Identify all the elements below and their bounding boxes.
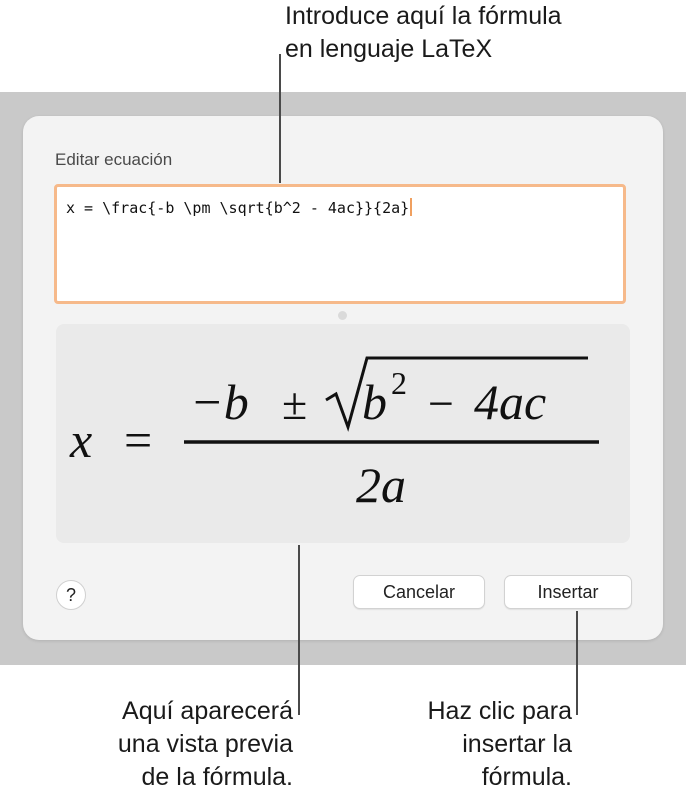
quadratic-formula-render xyxy=(56,324,630,543)
formula-plus-minus: ± xyxy=(282,378,308,429)
input-callout xyxy=(285,0,562,66)
input-callout-line-2: en lenguaje LaTeX xyxy=(285,35,493,63)
input-leader-line xyxy=(279,54,281,183)
preview-callout-line-2: una vista previa xyxy=(117,730,293,758)
insert-callout-line-2: insertar la xyxy=(462,730,572,758)
input-callout-line-1: Introduce aquí la fórmula xyxy=(285,2,562,30)
formula-4ac: 4ac xyxy=(474,374,547,430)
help-button[interactable]: ? xyxy=(56,580,86,610)
formula-x: x xyxy=(70,412,93,468)
edit-equation-dialog xyxy=(23,116,663,640)
insert-callout-line-3: fórmula. xyxy=(481,763,572,791)
formula-b: b xyxy=(362,374,387,430)
insert-button[interactable]: Insertar xyxy=(504,575,632,609)
preview-callout-line-1: Aquí aparecerá xyxy=(122,697,293,725)
dialog-title: Editar ecuación xyxy=(55,150,173,169)
insert-callout xyxy=(428,695,573,794)
resize-handle[interactable] xyxy=(338,311,347,320)
text-caret xyxy=(410,198,412,216)
formula-minus: − xyxy=(428,378,454,429)
formula-denominator: 2a xyxy=(356,457,406,513)
preview-callout xyxy=(118,695,293,794)
formula-equals: = xyxy=(124,412,153,468)
formula-minus-b: −b xyxy=(190,374,249,430)
formula-exponent: 2 xyxy=(391,365,407,401)
preview-leader-line xyxy=(298,545,300,715)
insert-callout-line-1: Haz clic para xyxy=(427,697,572,725)
insert-leader-line xyxy=(576,611,578,715)
equation-preview xyxy=(56,324,630,543)
preview-callout-line-3: de la fórmula. xyxy=(141,763,293,791)
latex-input-value: x = \frac{-b \pm \sqrt{b^2 - 4ac}}{2a} xyxy=(66,199,410,217)
latex-input[interactable] xyxy=(54,184,626,304)
cancel-button[interactable]: Cancelar xyxy=(353,575,485,609)
